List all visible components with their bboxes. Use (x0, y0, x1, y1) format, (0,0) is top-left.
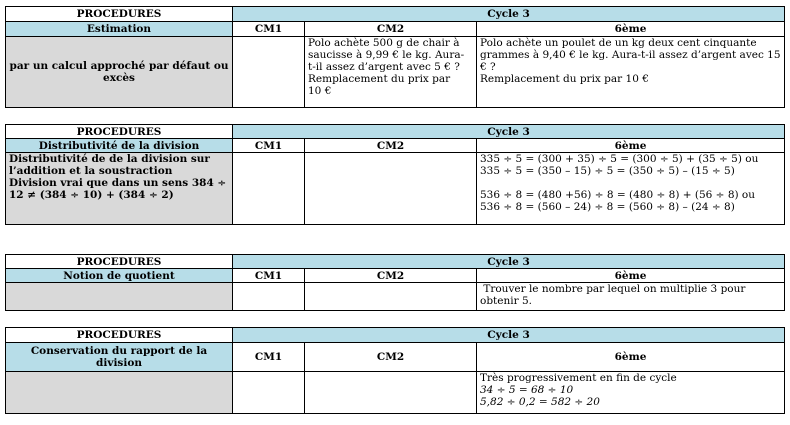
col-6eme: 6ème (477, 269, 785, 283)
procedures-header: PROCEDURES (6, 328, 233, 343)
procedures-header: PROCEDURES (6, 125, 233, 139)
cm1-cell (233, 37, 305, 108)
sixieme-cell: Très progressivement en fin de cycle 34 ÷ 5 = 68 ÷ 10 5,82 ÷ 0,2 = 582 ÷ 20 (477, 372, 785, 414)
col-cm1: CM1 (233, 343, 305, 372)
cycle-header: Cycle 3 (233, 255, 785, 269)
table-conservation-rapport (5, 327, 785, 414)
sixieme-cell: Polo achète un poulet de un kg deux cent cinquante grammes à 9,40 € le kg. Aura-t-il assez d’argent avec 15 € ? Remplacement du prix par 10 € (477, 37, 785, 108)
cycle-header: Cycle 3 (233, 7, 785, 22)
cycle-header: Cycle 3 (233, 125, 785, 139)
procedure-cell (6, 372, 233, 414)
cm2-cell: Polo achète 500 g de chair à saucisse à 9,99 € le kg. Aura- t-il assez d’argent avec 5 € ? Remplacement du prix par 10 € (305, 37, 477, 108)
row-header: Notion de quotient (6, 269, 233, 283)
col-cm2: CM2 (305, 343, 477, 372)
col-6eme: 6ème (477, 22, 785, 37)
col-6eme: 6ème (477, 343, 785, 372)
col-cm2: CM2 (305, 139, 477, 153)
col-cm2: CM2 (305, 22, 477, 37)
row-header: Estimation (6, 22, 233, 37)
cm1-cell (233, 153, 305, 225)
sixieme-cell: Trouver le nombre par lequel on multiplie 3 pour obtenir 5. (477, 283, 785, 311)
cm2-cell (305, 372, 477, 414)
row-header: Distributivité de la division (6, 139, 233, 153)
sixieme-cell: 335 ÷ 5 = (300 + 35) ÷ 5 = (300 ÷ 5) + (35 ÷ 5) ou 335 ÷ 5 = (350 – 15) ÷ 5 = (350 ÷ 5) – (15 ÷ 5) 536 ÷ 8 = (480 +56) ÷ 8 = (480 ÷ 8) + (56 ÷ 8) ou 536 ÷ 8 = (560 – 24) ÷ 8 = (560 ÷ 8) – (24 ÷ 8) (477, 153, 785, 225)
row-header: Conservation du rapport de la division (6, 343, 233, 372)
col-cm2: CM2 (305, 269, 477, 283)
cm2-cell (305, 283, 477, 311)
procedures-header: PROCEDURES (6, 7, 233, 22)
cm1-cell (233, 372, 305, 414)
table-distributivite (5, 124, 785, 225)
cm2-cell (305, 153, 477, 225)
procedure-cell: par un calcul approché par défaut ou excès (6, 37, 233, 108)
procedure-cell (6, 283, 233, 311)
procedure-cell: Distributivité de de la division sur l’addition et la soustraction Division vrai que dans un sens 384 ÷ 12 ≠ (384 ÷ 10) + (384 ÷ 2) (6, 153, 233, 225)
procedures-header: PROCEDURES (6, 255, 233, 269)
col-6eme: 6ème (477, 139, 785, 153)
cycle-header: Cycle 3 (233, 328, 785, 343)
col-cm1: CM1 (233, 139, 305, 153)
cm1-cell (233, 283, 305, 311)
col-cm1: CM1 (233, 22, 305, 37)
col-cm1: CM1 (233, 269, 305, 283)
table-notion-quotient (5, 254, 785, 311)
table-estimation (5, 6, 785, 108)
